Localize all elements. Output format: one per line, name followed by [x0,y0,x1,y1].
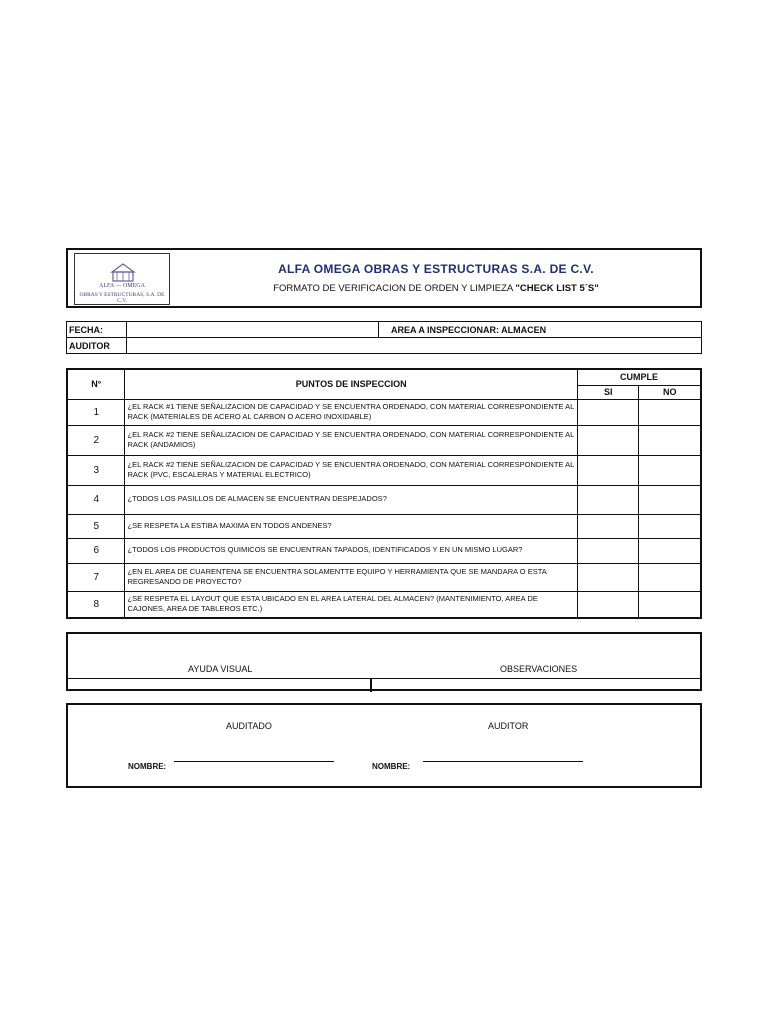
row-question: ¿EL RACK #1 TIENE SEÑALIZACION DE CAPACIDAD Y SE ENCUENTRA ORDENADO, CON MATERIAL CORRESPONDIENTE AL RACK (MATERIALES DE ACERO AL CARBON O ACERO INOXIDABLE) [125,399,577,425]
row-question: ¿EL RACK #2 TIENE SEÑALIZACION DE CAPACIDAD Y SE ENCUENTRA ORDENADO, CON MATERIAL CORRESPONDIENTE AL RACK (PVC, ESCALERAS Y MATERIAL ELECTRICO) [125,455,577,485]
area-label [379,322,702,338]
no-cell[interactable] [639,425,701,455]
auditado-label: AUDITADO [226,721,272,731]
si-cell[interactable] [577,563,638,591]
logo-emblem-icon [109,262,137,282]
signature-line-auditor[interactable] [423,761,583,762]
table-row [67,514,701,538]
col-header-si: SI [577,385,638,399]
company-logo [74,253,170,305]
signature-box [66,703,702,788]
row-question: ¿EN EL AREA DE CUARENTENA SE ENCUENTRA SOLAMENTTE EQUIPO Y HERRAMIENTA QUE SE MANDARA O ESTA REGRESANDO DE PROYECTO? [125,563,577,591]
nombre-label-auditado: NOMBRE: [128,762,167,771]
logo-text-line1: ALFA — OMEGA [99,283,145,289]
company-name: ALFA OMEGA OBRAS Y ESTRUCTURAS S.A. DE C.V. [278,262,594,276]
table-row [67,591,701,618]
form-subtitle [172,283,700,294]
row-question: ¿SE RESPETA EL LAYOUT QUE ESTA UBICADO EN EL AREA LATERAL DEL ALMACEN? (MANTENIMIENTO, AREA DE CAJONES, AREA DE TABLEROS ETC.) [125,591,577,618]
no-cell[interactable] [639,514,701,538]
no-cell[interactable] [639,591,701,618]
col-header-no: NO [639,385,701,399]
si-cell[interactable] [577,455,638,485]
observations-input-row[interactable] [68,678,700,692]
fecha-field[interactable] [127,322,379,338]
row-question: ¿SE RESPETA LA ESTIBA MAXIMA EN TODOS ANDENES? [125,514,577,538]
document-header [66,248,702,308]
fecha-label: FECHA: [67,322,127,338]
ayuda-visual-label: AYUDA VISUAL [188,664,253,674]
row-question: ¿EL RACK #2 TIENE SEÑALIZACION DE CAPACIDAD Y SE ENCUENTRA ORDENADO, CON MATERIAL CORRESPONDIENTE AL RACK (ANDAMIOS) [125,425,577,455]
row-number: 8 [67,591,125,618]
subtitle-checklist: "CHECK LIST 5´S" [515,283,599,294]
row-number: 2 [67,425,125,455]
area-label-text: AREA A INSPECCIONAR: ALMACEN [391,324,547,335]
auditor-field[interactable] [127,338,702,354]
no-cell[interactable] [639,563,701,591]
no-cell[interactable] [639,538,701,563]
col-header-puntos: PUNTOS DE INSPECCION [125,369,577,399]
si-cell[interactable] [577,591,638,618]
table-row [67,538,701,563]
row-number: 6 [67,538,125,563]
row-number: 3 [67,455,125,485]
checklist-table [66,368,702,619]
auditor-label: AUDITOR [67,338,127,354]
nombre-label-auditor: NOMBRE: [372,762,411,771]
auditor-signature-label: AUDITOR [488,721,529,731]
observaciones-label: OBSERVACIONES [500,664,578,674]
no-cell[interactable] [639,485,701,514]
signature-line-auditado[interactable] [174,761,334,762]
observations-box [66,632,702,691]
row-number: 5 [67,514,125,538]
table-row [67,399,701,425]
si-cell[interactable] [577,399,638,425]
col-header-num: N° [67,369,125,399]
table-row [67,563,701,591]
subtitle-prefix: FORMATO DE VERIFICACION DE ORDEN Y LIMPIEZA [273,283,516,294]
row-question: ¿TODOS LOS PASILLOS DE ALMACEN SE ENCUENTRAN DESPEJADOS? [125,485,577,514]
no-cell[interactable] [639,455,701,485]
si-cell[interactable] [577,514,638,538]
row-number: 7 [67,563,125,591]
logo-text-line2: OBRAS Y ESTRUCTURAS, S.A. DE C.V. [79,292,165,304]
no-cell[interactable] [639,399,701,425]
table-row [67,425,701,455]
col-header-cumple: CUMPLE [577,369,701,385]
row-number: 4 [67,485,125,514]
info-table [66,321,702,354]
table-row [67,455,701,485]
observations-divider [370,679,372,692]
row-number: 1 [67,399,125,425]
si-cell[interactable] [577,425,638,455]
table-row [67,485,701,514]
row-question: ¿TODOS LOS PRODUCTOS QUIMICOS SE ENCUENTRAN TAPADOS, IDENTIFICADOS Y EN UN MISMO LUGAR? [125,538,577,563]
si-cell[interactable] [577,538,638,563]
si-cell[interactable] [577,485,638,514]
